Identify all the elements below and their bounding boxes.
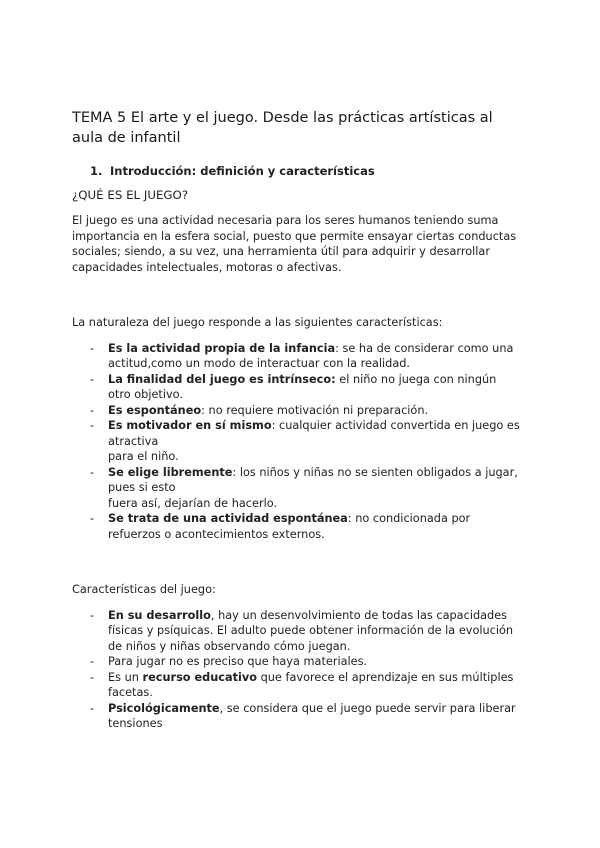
naturaleza-intro: La naturaleza del juego responde a las siguientes características:: [72, 316, 443, 329]
list-item: - Es la actividad propia de la infancia: se ha de considerar como una actitud,como un modo de interactuar con la realidad.: [90, 341, 514, 370]
list-item: - Es motivador en sí mismo: cualquier actividad convertida en juego es atractiva para el niño.: [90, 419, 520, 463]
section-number: 1.: [90, 164, 103, 178]
naturaleza-list: [90, 341, 522, 543]
document-page: [72, 108, 522, 732]
question-heading: ¿QUÉ ES EL JUEGO?: [72, 188, 189, 202]
list-item: - Se elige libremente: los niños y niñas no se sienten obligados a jugar, pues si esto fuera así, dejarían de hacerlo.: [90, 465, 518, 510]
list-item: - En su desarrollo, hay un desenvolvimiento de todas las capacidades físicas y psíquicas. El adulto puede obtener información de la evolución de niños y niñas observando cómo juegan.: [90, 608, 514, 653]
list-item: - La finalidad del juego es intrínseco: el niño no juega con ningún otro objetivo.: [90, 372, 497, 401]
intro-paragraph: El juego es una actividad necesaria para los seres humanos teniendo suma importancia en la esfera social, puesto que permite ensayar ciertas conductas sociales; siendo, a su vez, una herramienta útil para adquirir y desarrollar capacidades intelectuales, motoras o afectivas.: [72, 214, 517, 274]
list-item: - Es espontáneo: no requiere motivación ni preparación.: [90, 403, 429, 417]
section-label: Introducción: definición y características: [110, 164, 375, 178]
list-item: - Psicológicamente, se considera que el juego puede servir para liberar tensiones: [90, 701, 516, 730]
caracteristicas-intro: Características del juego:: [72, 583, 216, 596]
list-item: - Es un recurso educativo que favorece el aprendizaje en sus múltiples facetas.: [90, 670, 514, 699]
page-title: TEMA 5 El arte y el juego. Desde las prácticas artísticas al aula de infantil: [72, 110, 493, 146]
list-item: - Para jugar no es preciso que haya materiales.: [90, 655, 368, 668]
caracteristicas-list: [90, 608, 522, 732]
section-heading: [90, 164, 522, 178]
list-item: - Se trata de una actividad espontánea: no condicionada por refuerzos o acontecimientos externos.: [90, 512, 471, 541]
